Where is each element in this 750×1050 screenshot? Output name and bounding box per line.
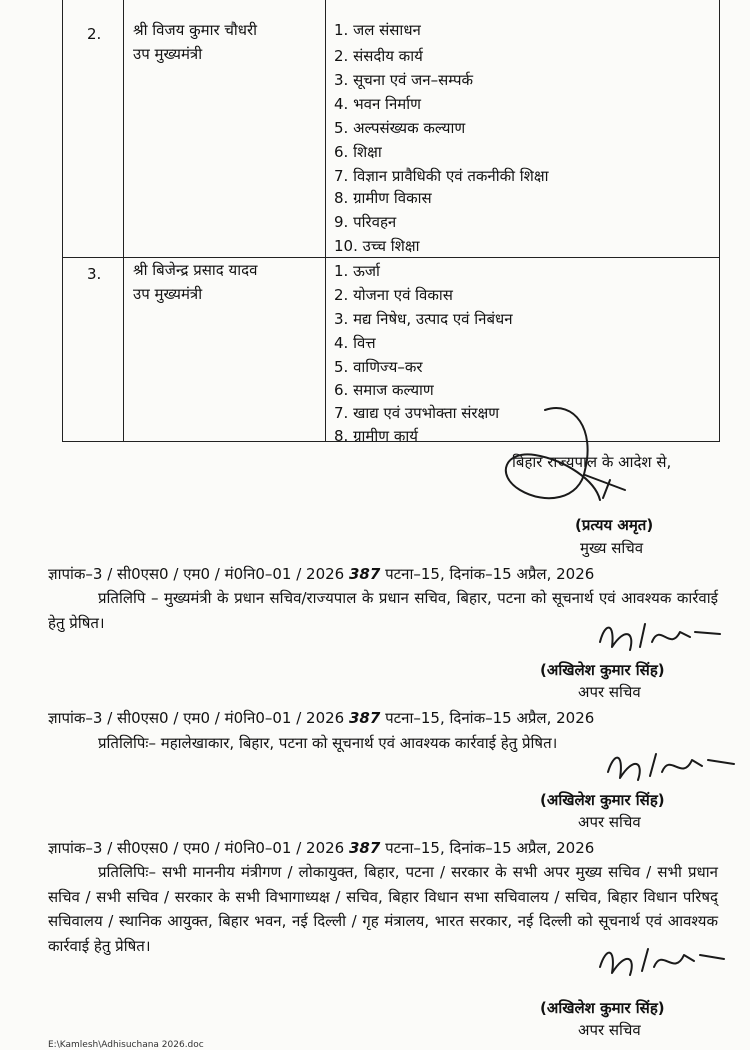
list-item: 6. समाज कल्याण [334,381,434,399]
chief-secretary-name: (प्रत्यय अमृत) [575,516,654,534]
memo-ref: ज्ञापांक–3 / सी0एस0 / एम0 / मं0नि0–01 / 2026 [48,839,345,857]
list-item: 7. खाद्य एवं उपभोक्ता संरक्षण [334,404,500,422]
memo-body: प्रतिलिपिः– महालेखाकार, बिहार, पटना को सूचनार्थ एवं आवश्यक कार्रवाई हेतु प्रेषित। [98,734,558,752]
memo-reference-line [48,706,714,731]
list-item: 2. संसदीय कार्य [334,47,423,65]
signatory-name: (अखिलेश कुमार सिंह) [540,791,665,809]
minister-name: श्री बिजेन्द्र प्रसाद यादव [133,261,258,279]
table-divider [325,0,326,441]
minister-designation: उप मुख्यमंत्री [133,45,203,63]
list-item: 4. भवन निर्माण [334,95,421,113]
minister-designation: उप मुख्यमंत्री [133,285,203,303]
chief-secretary-title: मुख्य सचिव [580,539,644,557]
ministers-table [62,0,720,445]
signatory-name: (अखिलेश कुमार सिंह) [540,999,665,1017]
table-divider [123,0,124,441]
row-serial: 2. [87,25,102,43]
memo-date: पटना–15, दिनांक–15 अप्रैल, 2026 [385,565,595,583]
signatory-title: अपर सचिव [578,1021,641,1039]
row-serial: 3. [87,265,102,283]
list-item: 6. शिक्षा [334,143,382,161]
list-item: 8. ग्रामीण कार्य [334,427,418,445]
signature-chief-secretary [485,380,665,530]
file-path-footer: E:\Kamlesh\Adhisuchana 2026.doc [48,1040,204,1050]
list-item: 2. योजना एवं विकास [334,286,453,304]
memo-date: पटना–15, दिनांक–15 अप्रैल, 2026 [385,839,595,857]
list-item: 5. अल्पसंख्यक कल्याण [334,119,466,137]
list-item: 8. ग्रामीण विकास [334,189,432,207]
minister-name: श्री विजय कुमार चौधरी [133,21,258,39]
memo-number: 387 [349,565,381,583]
memo-date: पटना–15, दिनांक–15 अप्रैल, 2026 [385,709,595,727]
list-item: 5. वाणिज्य–कर [334,358,423,376]
signatory-name: (अखिलेश कुमार सिंह) [540,661,665,679]
list-item: 10. उच्च शिक्षा [334,237,420,255]
signatory-title: अपर सचिव [578,683,641,701]
list-item: 3. सूचना एवं जन–सम्पर्क [334,71,474,89]
memo-number: 387 [349,709,381,727]
memo-reference-line [48,836,714,861]
memo-body: प्रतिलिपि – मुख्यमंत्री के प्रधान सचिव/राज्यपाल के प्रधान सचिव, बिहार, पटना को सूचनार्थ एवं आवश्यक कार्रवाई हेतु प्रेषित। [48,589,718,632]
list-item: 7. विज्ञान प्रावैधिकी एवं तकनीकी शिक्षा [334,167,549,185]
order-line: बिहार राज्यपाल के आदेश से, [512,453,672,471]
signature-initials [600,740,740,795]
list-item: 1. ऊर्जा [334,262,380,280]
memo-number: 387 [349,839,381,857]
signature-initials [590,935,730,990]
memo-body: प्रतिलिपिः– सभी माननीय मंत्रीगण / लोकायुक्त, बिहार, पटना / सरकार के सभी अपर मुख्य सचिव / सभी प्रधान सचिव / सभी सचिव / सरकार के सभी विभागाध्यक्ष / सचिव, बिहार विधान सभा सचिवालय / सचिव, बिहार विधान परिषद् सचिवालय / स्थानिक आयुक्त, बिहार भवन, नई दिल्ली / गृह मंत्रालय, भारत सरकार, नई दिल्ली को सूचनार्थ एवं आवश्यक कार्रवाई हेतु प्रेषित। [48,863,718,955]
list-item: 9. परिवहन [334,213,397,231]
memo-reference-line [48,562,714,587]
list-item: 4. वित्त [334,334,376,352]
memo-ref: ज्ञापांक–3 / सी0एस0 / एम0 / मं0नि0–01 / 2026 [48,565,345,583]
memo-ref: ज्ञापांक–3 / सी0एस0 / एम0 / मं0नि0–01 / 2026 [48,709,345,727]
list-item: 3. मद्य निषेध, उत्पाद एवं निबंधन [334,310,513,328]
signature-initials [590,612,730,662]
list-item: 1. जल संसाधन [334,21,421,39]
signatory-title: अपर सचिव [578,813,641,831]
